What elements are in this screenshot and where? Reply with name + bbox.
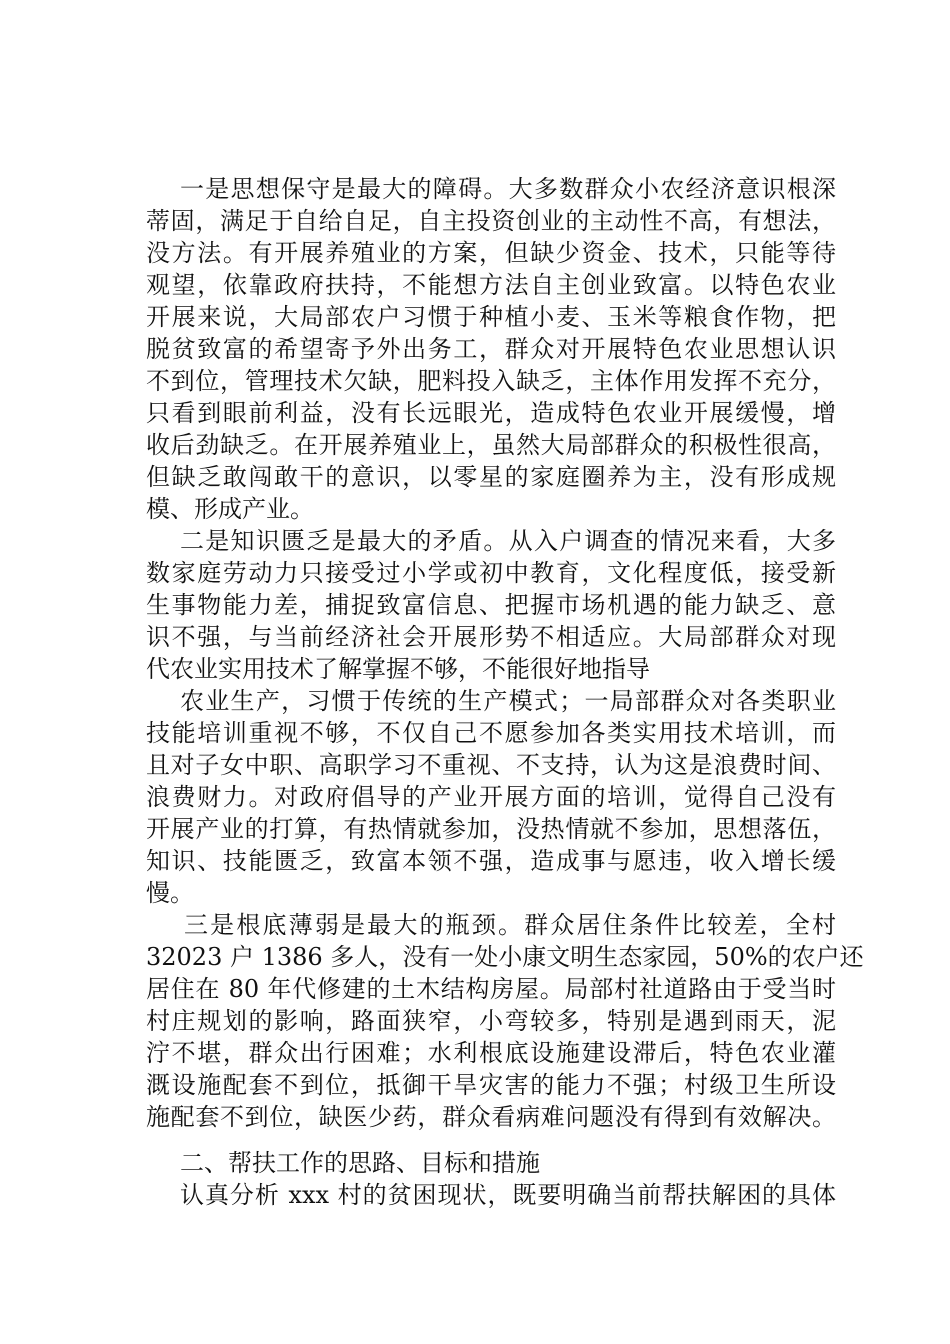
text-line: 脱贫致富的希望寄予外出务工，群众对开展特色农业思想认识 — [146, 335, 836, 363]
text-line: 溉设施配套不到位，抵御干旱灾害的能力不强；村级卫生所设 — [146, 1071, 836, 1099]
text-line: 代农业实用技术了解掌握不够，不能很好地指导 — [146, 655, 650, 683]
text-line: 村庄规划的影响，路面狭窄，小弯较多，特别是遇到雨天，泥 — [146, 1007, 836, 1035]
text-line: 数家庭劳动力只接受过小学或初中教育，文化程度低，接受新 — [146, 559, 836, 587]
text-line: 一是思想保守是最大的障碍。大多数群众小农经济意识根深 — [180, 175, 836, 203]
text-line: 观望，依靠政府扶持，不能想方法自主创业致富。以特色农业 — [146, 271, 836, 299]
text-line: 识不强，与当前经济社会开展形势不相适应。大局部群众对现 — [146, 623, 836, 651]
text-line: 且对子女中职、高职学习不重视、不支持，认为这是浪费时间、 — [146, 751, 836, 779]
text-line: 施配套不到位，缺医少药，群众看病难问题没有得到有效解决。 — [146, 1103, 836, 1131]
text-line: 没方法。有开展养殖业的方案，但缺少资金、技术，只能等待 — [146, 239, 836, 267]
text-line: 二是知识匮乏是最大的矛盾。从入户调查的情况来看，大多 — [180, 527, 836, 555]
text-line: 技能培训重视不够，不仅自己不愿参加各类实用技术培训，而 — [146, 719, 836, 747]
text-line: 居住在 80 年代修建的土木结构房屋。局部村社道路由于受当时 — [146, 975, 836, 1003]
text-line: 收后劲缺乏。在开展养殖业上，虽然大局部群众的积极性很高， — [146, 431, 836, 459]
text-line: 模、形成产业。 — [146, 495, 314, 523]
text-line: 只看到眼前利益，没有长远眼光，造成特色农业开展缓慢，增 — [146, 399, 836, 427]
section-heading: 二、帮扶工作的思路、目标和措施 — [180, 1149, 540, 1177]
text-line: 农业生产，习惯于传统的生产模式；一局部群众对各类职业 — [180, 687, 836, 715]
text-line: 生事物能力差，捕捉致富信息、把握市场机遇的能力缺乏、意 — [146, 591, 836, 619]
text-line: 三是根底薄弱是最大的瓶颈。群众居住条件比较差，全村 — [184, 911, 836, 939]
text-line: 慢。 — [146, 879, 194, 907]
text-line: 泞不堪，群众出行困难；水利根底设施建设滞后，特色农业灌 — [146, 1039, 836, 1067]
text-line: 但缺乏敢闯敢干的意识，以零星的家庭圈养为主，没有形成规 — [146, 463, 836, 491]
text-line: 开展来说，大局部农户习惯于种植小麦、玉米等粮食作物，把 — [146, 303, 836, 331]
text-line: 不到位，管理技术欠缺，肥料投入缺乏，主体作用发挥不充分， — [146, 367, 836, 395]
text-line: 认真分析 xxx 村的贫困现状，既要明确当前帮扶解困的具体 — [180, 1181, 836, 1209]
text-line: 32023 户 1386 多人，没有一处小康文明生态家园，50%的农户还 — [146, 943, 864, 971]
text-line: 浪费财力。对政府倡导的产业开展方面的培训，觉得自己没有 — [146, 783, 836, 811]
text-line: 知识、技能匮乏，致富本领不强，造成事与愿违，收入增长缓 — [146, 847, 836, 875]
text-line: 蒂固，满足于自给自足，自主投资创业的主动性不高，有想法， — [146, 207, 836, 235]
text-line: 开展产业的打算，有热情就参加，没热情就不参加，思想落伍， — [146, 815, 836, 843]
